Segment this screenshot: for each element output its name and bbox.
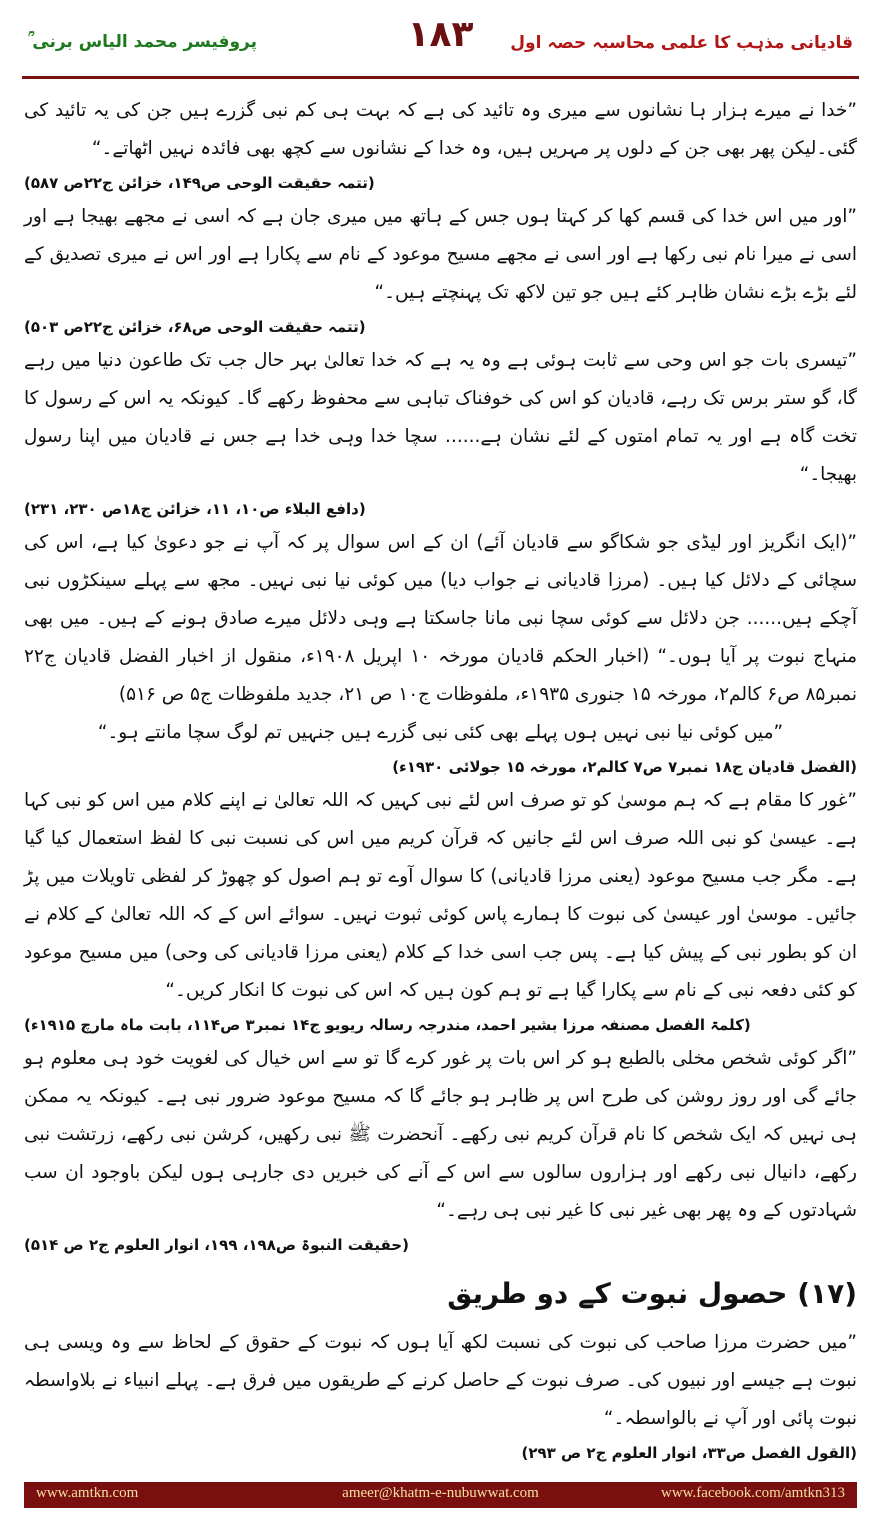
citation: (تتمہ حقیقت الوحی ص۱۴۹، خزائن ج۲۲ص ۵۸۷) (24, 174, 375, 192)
citation: (کلمۃ الفصل مصنفہ مرزا بشیر احمد، مندرجہ رسالہ ریویو ج۱۴ نمبر۳ ص۱۱۴، بابت ماہ مارچ ۱۹۱۵ء) (24, 1016, 751, 1034)
centered-quote: ”میں کوئی نیا نبی نہیں ہوں پہلے بھی کئی نبی گزرے ہیں جنہیں تم لوگ سچا مانتے ہو۔“ (97, 722, 784, 743)
book-title: قادیانی مذہب کا علمی محاسبہ حصہ اول (510, 33, 853, 53)
header-divider (22, 76, 859, 79)
page-number: ۱۸۳ (407, 14, 474, 55)
paragraph: ”اگر کوئی شخص مخلی بالطبع ہو کر اس بات پر غور کرے گا تو سے اس خیال کی لغویت خود ہی معلوم ہو جائے گی اور روز روشن کی طرح اس پر ظاہر ہو جائے گا کہ مسیح موعود ضرور نبی ہے۔ کیونکہ یہ ممکن ہی نہیں کہ ایک شخص کا نام قرآن کریم نبی رکھے۔ آنحضرت ﷺ نبی رکھیں، کرشن نبی رکھے، زرتشت نبی رکھے، دانیال نبی رکھے اور ہزاروں سالوں سے اس کے آنے کی خبریں دی جارہی ہوں لیکن باوجود ان سب شہادتوں کے وہ پھر بھی غیر نبی کا غیر نبی ہی رہے۔“ (24, 1048, 858, 1221)
page-header (20, 12, 861, 72)
paragraph: ”تیسری بات جو اس وحی سے ثابت ہوئی ہے وہ یہ ہے کہ خدا تعالیٰ بہر حال جب تک طاعون دنیا میں رہے گا، گو ستر برس تک رہے، قادیان کو اس کی خوفناک تباہی سے محفوظ رکھے گا۔ کیونکہ یہ اس کے رسول کا تخت گاہ ہے اور یہ تمام امتوں کے لئے نشان ہے...... سچا خدا وہی خدا ہے جس نے قادیان میں اپنا رسول بھیجا۔“ (24, 350, 857, 485)
page-footer (24, 1482, 857, 1508)
page-body (24, 92, 857, 1468)
citation: (دافع البلاء ص۱۰، ۱۱، خزائن ج۱۸ص ۲۳۰، ۲۳۱) (24, 500, 366, 518)
citation: (الفضل قادیان ج۱۸ نمبر۷ ص۷ کالم۲، مورخہ ۱۵ جولائی ۱۹۳۰ء) (392, 758, 857, 776)
paragraph: ”میں حضرت مرزا صاحب کی نبوت کی نسبت لکھ آیا ہوں کہ نبوت کے حقوق کے لحاظ سے وہ ویسی ہی نبوت ہے جیسے اور نبیوں کی۔ صرف نبوت کے حاصل کرنے کے طریقوں میں فرق ہے۔ پہلے انبیاء نے بلاواسطہ نبوت پائی اور آپ نے بالواسطہ۔“ (24, 1332, 857, 1429)
citation: (حقیقت النبوۃ ص۱۹۸، ۱۹۹، انوار العلوم ج۲ ص ۵۱۴) (24, 1236, 409, 1254)
author-name: پروفیسر محمد الیاس برنی ؒ (28, 32, 258, 52)
citation: (القول الفصل ص۳۳، انوار العلوم ج۲ ص ۲۹۳) (521, 1444, 857, 1462)
citation: (تتمہ حقیقت الوحی ص۶۸، خزائن ج۲۲ص ۵۰۳) (24, 318, 366, 336)
website-link[interactable]: www.amtkn.com (36, 1485, 139, 1501)
paragraph: ”(ایک انگریز اور لیڈی جو شکاگو سے قادیان آئے) ان کے اس سوال پر کہ آپ نے جو دعویٰ کیا ہے، اس کی سچائی کے دلائل کیا ہیں۔ (مرزا قادیانی نے جواب دیا) میں کوئی نیا نبی نہیں۔ مجھ سے پہلے سینکڑوں نبی آچکے ہیں...... جن دلائل سے کوئی سچا نبی مانا جاسکتا ہے وہی دلائل میرے صادق ہونے کے ہیں۔ میں بھی منہاج نبوت پر آیا ہوں۔“ (اخبار الحکم قادیان مورخہ ۱۰ اپریل ۱۹۰۸ء، منقول از اخبار الفضل قادیان ج۲۲ نمبر۸۵ ص۶ کالم۲، مورخہ ۱۵ جنوری ۱۹۳۵ء، ملفوظات ج۱۰ ص ۲۱، جدید ملفوظات ج۵ ص ۵۱۶) (24, 532, 857, 705)
email-link[interactable]: ameer@khatm-e-nubuwwat.com (342, 1485, 539, 1501)
paragraph: ”اور میں اس خدا کی قسم کھا کر کہتا ہوں جس کے ہاتھ میں میری جان ہے کہ اسی نے مجھے بھیجا ہے اور اسی نے میرا نام نبی رکھا ہے اور اسی نے مجھے مسیح موعود کے نام سے پکارا ہے اور اس نے میری تصدیق کے لئے بڑے بڑے نشان ظاہر کئے ہیں جو تین لاکھ تک پہنچتے ہیں۔“ (24, 206, 857, 303)
paragraph: ”خدا نے میرے ہزار ہا نشانوں سے میری وہ تائید کی ہے کہ بہت ہی کم نبی گزرے ہیں جن کی یہ تائید کی گئی۔لیکن پھر بھی جن کے دلوں پر مہریں ہیں، وہ خدا کے نشانوں سے کچھ بھی فائدہ نہیں اٹھاتے۔“ (24, 100, 857, 159)
section-heading: (۱۷) حصول نبوت کے دو طریق (447, 1277, 857, 1310)
paragraph: ”غور کا مقام ہے کہ ہم موسیٰ کو تو صرف اس لئے نبی کہیں کہ اللہ تعالیٰ نے اپنے کلام میں اس کو نبی کہا ہے۔ عیسیٰ کو نبی اللہ صرف اس لئے جانیں کہ قرآن کریم میں اس کی نسبت نبی کا لفظ استعمال کیا گیا ہے۔ مگر جب مسیح موعود (یعنی مرزا قادیانی) کا سوال آوے تو ہم اصول کو چھوڑ کر لفظی تاویلات میں پڑ جائیں۔ موسیٰ اور عیسیٰ کی نبوت کا ہمارے پاس کوئی ثبوت نہیں۔ سوائے اس کے کہ اللہ تعالیٰ کے کلام نے ان کو بطور نبی کے پیش کیا ہے۔ پس جب اسی خدا کے کلام (یعنی مرزا قادیانی کی وحی) میں مسیح موعود کو کئی دفعہ نبی کے نام سے پکارا گیا ہے تو ہم کون ہیں کہ اس کی نبوت کا انکار کریں۔“ (24, 790, 857, 1001)
facebook-link[interactable]: www.facebook.com/amtkn313 (661, 1485, 845, 1501)
